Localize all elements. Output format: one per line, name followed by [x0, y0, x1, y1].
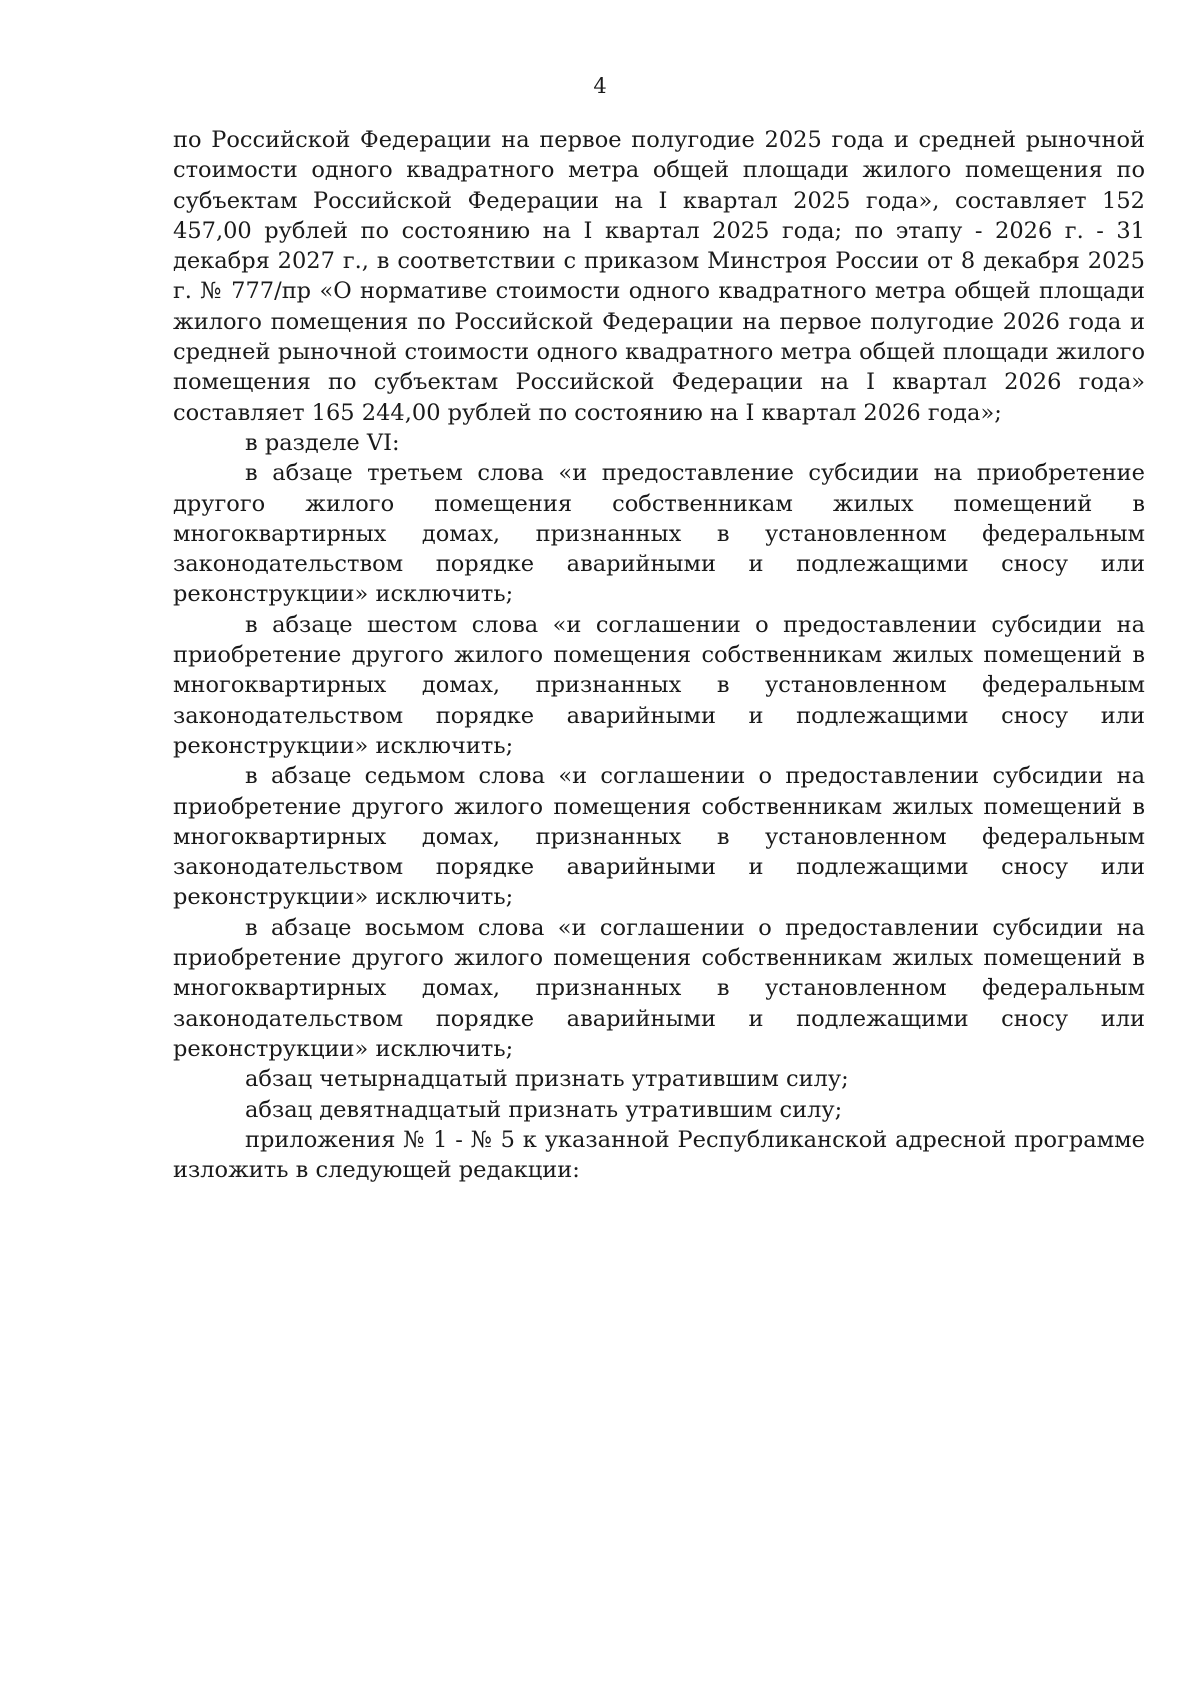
- paragraph-nineteenth-abzac: абзац девятнадцатый признать утратившим силу;: [245, 1096, 843, 1123]
- document-body: [173, 125, 1145, 1185]
- paragraph-fourteenth-abzac: абзац четырнадцатый признать утратившим силу;: [245, 1066, 849, 1093]
- paragraph-eighth-abzac: в абзаце восьмом слова «и соглашении о предоставлении субсидии на приобретение другого жилого помещения собственникам жилых помещений в многоквартирных домах, признанных в установленном федеральным законодательством порядке аварийными и подлежащими сносу или реконструкции» исключить;: [173, 914, 1145, 1062]
- paragraph-appendices: приложения № 1 - № 5 к указанной Республиканской адресной программе изложить в следующей редакции:: [173, 1126, 1145, 1184]
- paragraph-third-abzac: в абзаце третьем слова «и предоставление субсидии на приобретение другого жилого помещения собственникам жилых помещений в многоквартирных домах, признанных в установленном федеральным законодательством порядке аварийными и подлежащими сносу или реконструкции» исключить;: [173, 460, 1145, 608]
- paragraph-seventh-abzac: в абзаце седьмом слова «и соглашении о предоставлении субсидии на приобретение другого жилого помещения собственникам жилых помещений в многоквартирных домах, признанных в установленном федеральным законодательством порядке аварийными и подлежащими сносу или реконструкции» исключить;: [173, 763, 1145, 911]
- paragraph-continuation: по Российской Федерации на первое полугодие 2025 года и средней рыночной стоимости одного квадратного метра общей площади жилого помещения по субъектам Российской Федерации на I квартал 2025 года», составляет 152 457,00 рублей по состоянию на I квартал 2025 года; по этапу - 2026 г. - 31 декабря 2027 г., в соответствии с приказом Минстроя России от 8 декабря 2025 г. № 777/пр «О нормативе стоимости одного квадратного метра общей площади жилого помещения по Российской Федерации на первое полугодие 2026 года и средней рыночной стоимости одного квадратного метра общей площади жилого помещения по субъектам Российской Федерации на I квартал 2026 года» составляет 165 244,00 рублей по состоянию на I квартал 2026 года»;: [173, 127, 1145, 426]
- paragraph-section-vi: в разделе VI:: [245, 429, 400, 456]
- paragraph-sixth-abzac: в абзаце шестом слова «и соглашении о предоставлении субсидии на приобретение другого жилого помещения собственникам жилых помещений в многоквартирных домах, признанных в установленном федеральным законодательством порядке аварийными и подлежащими сносу или реконструкции» исключить;: [173, 611, 1145, 759]
- page-number: 4: [593, 74, 607, 98]
